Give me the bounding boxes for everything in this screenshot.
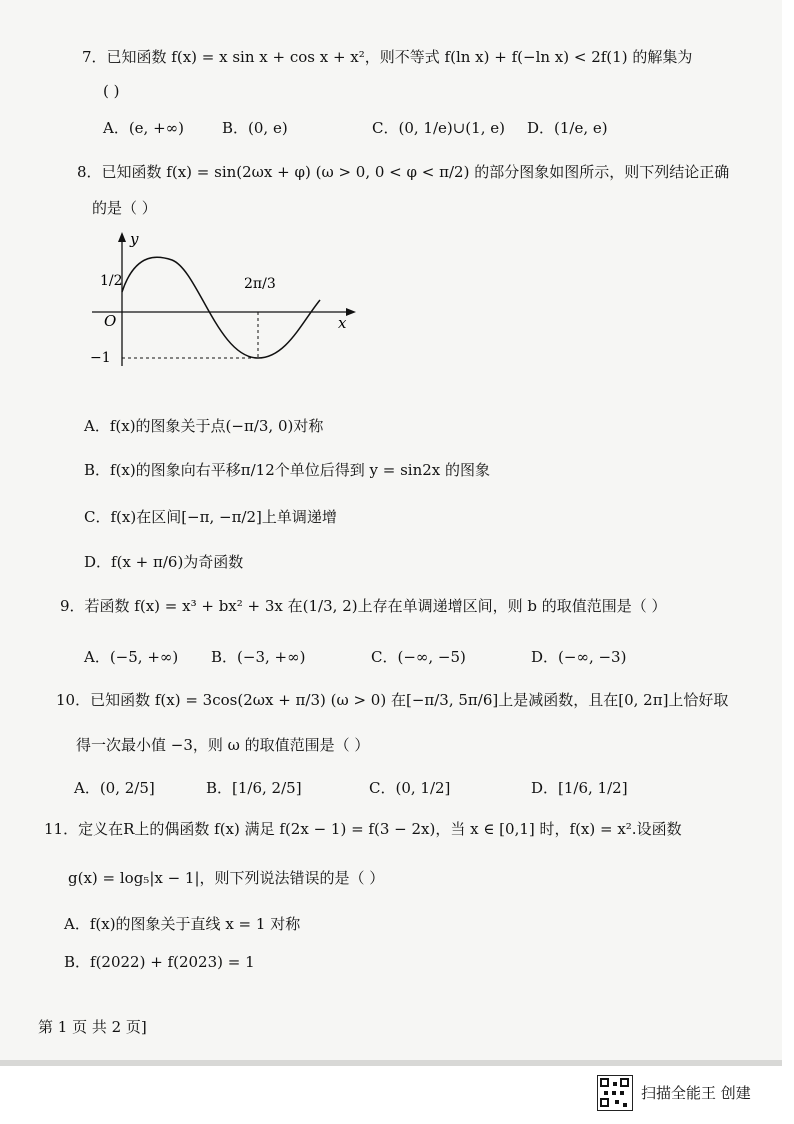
graph-origin: O bbox=[104, 312, 117, 330]
q7-option-d: D．(1/e, e) bbox=[527, 119, 608, 137]
q8-stem: 8．已知函数 f(x) = sin(2ωx + φ) (ω > 0, 0 < φ < π/2) 的部分图象如图所示，则下列结论正确 bbox=[77, 163, 730, 181]
graph-two-pi-three-label: 2π/3 bbox=[244, 276, 276, 292]
graph-half-label: 1/2 bbox=[100, 273, 123, 289]
q7-bracket: ( ) bbox=[103, 82, 120, 100]
q7-stem: 7．已知函数 f(x) = x sin x + cos x + x²，则不等式 f(ln x) + f(−ln x) < 2f(1) 的解集为 bbox=[82, 48, 693, 66]
y-axis-arrow-icon bbox=[118, 232, 126, 242]
scanner-brand: 扫描全能王 创建 bbox=[641, 1084, 751, 1102]
q8-option-b: B．f(x)的图象向右平移π/12个单位后得到 y = sin2x 的图象 bbox=[84, 461, 491, 479]
x-axis-arrow-icon bbox=[346, 308, 356, 316]
q9-option-c: C．(−∞, −5) bbox=[371, 648, 466, 666]
q11-stem-continued: g(x) = log₅|x − 1|，则下列说法错误的是（ ） bbox=[68, 869, 385, 887]
q9-option-b: B．(−3, +∞) bbox=[211, 648, 306, 666]
q8-stem-continued: 的是（ ） bbox=[92, 199, 157, 217]
q8-option-c: C．f(x)在区间[−π, −π/2]上单调递增 bbox=[84, 508, 337, 526]
paper-edge bbox=[0, 1060, 782, 1066]
q10-stem: 10．已知函数 f(x) = 3cos(2ωx + π/3) (ω > 0) 在[−π/3, 5π/6]上是减函数，且在[0, 2π]上恰好取 bbox=[56, 691, 729, 709]
q8-option-a: A．f(x)的图象关于点(−π/3, 0)对称 bbox=[84, 417, 324, 435]
q11-option-b: B．f(2022) + f(2023) = 1 bbox=[64, 953, 255, 971]
q7-option-b: B．(0, e) bbox=[222, 119, 288, 137]
graph-neg-one-label: −1 bbox=[90, 350, 111, 366]
q9-option-a: A．(−5, +∞) bbox=[84, 648, 179, 666]
q10-stem-continued: 得一次最小值 −3，则 ω 的取值范围是（ ） bbox=[76, 736, 370, 754]
graph-y-label: y bbox=[130, 230, 139, 248]
q8-option-d: D．f(x + π/6)为奇函数 bbox=[84, 553, 244, 571]
q10-option-b: B．[1/6, 2/5] bbox=[206, 779, 302, 797]
q11-option-a: A．f(x)的图象关于直线 x = 1 对称 bbox=[64, 915, 301, 933]
q10-option-c: C．(0, 1/2] bbox=[369, 779, 451, 797]
q7-option-c: C．(0, 1/e)∪(1, e) bbox=[372, 119, 505, 137]
graph-x-label: x bbox=[338, 314, 347, 332]
q8-sine-graph bbox=[88, 230, 363, 370]
q11-stem: 11．定义在R上的偶函数 f(x) 满足 f(2x − 1) = f(3 − 2x)，当 x ∈ [0,1] 时，f(x) = x².设函数 bbox=[44, 820, 682, 838]
page-number: 第 1 页 共 2 页] bbox=[38, 1018, 147, 1036]
q10-option-d: D．[1/6, 1/2] bbox=[531, 779, 628, 797]
q7-option-a: A．(e, +∞) bbox=[103, 119, 185, 137]
qr-code-icon bbox=[597, 1075, 633, 1111]
q10-option-a: A．(0, 2/5] bbox=[74, 779, 155, 797]
q9-stem: 9．若函数 f(x) = x³ + bx² + 3x 在(1/3, 2)上存在单调递增区间，则 b 的取值范围是（ ） bbox=[60, 597, 667, 615]
q9-option-d: D．(−∞, −3) bbox=[531, 648, 627, 666]
sine-curve bbox=[122, 257, 320, 358]
